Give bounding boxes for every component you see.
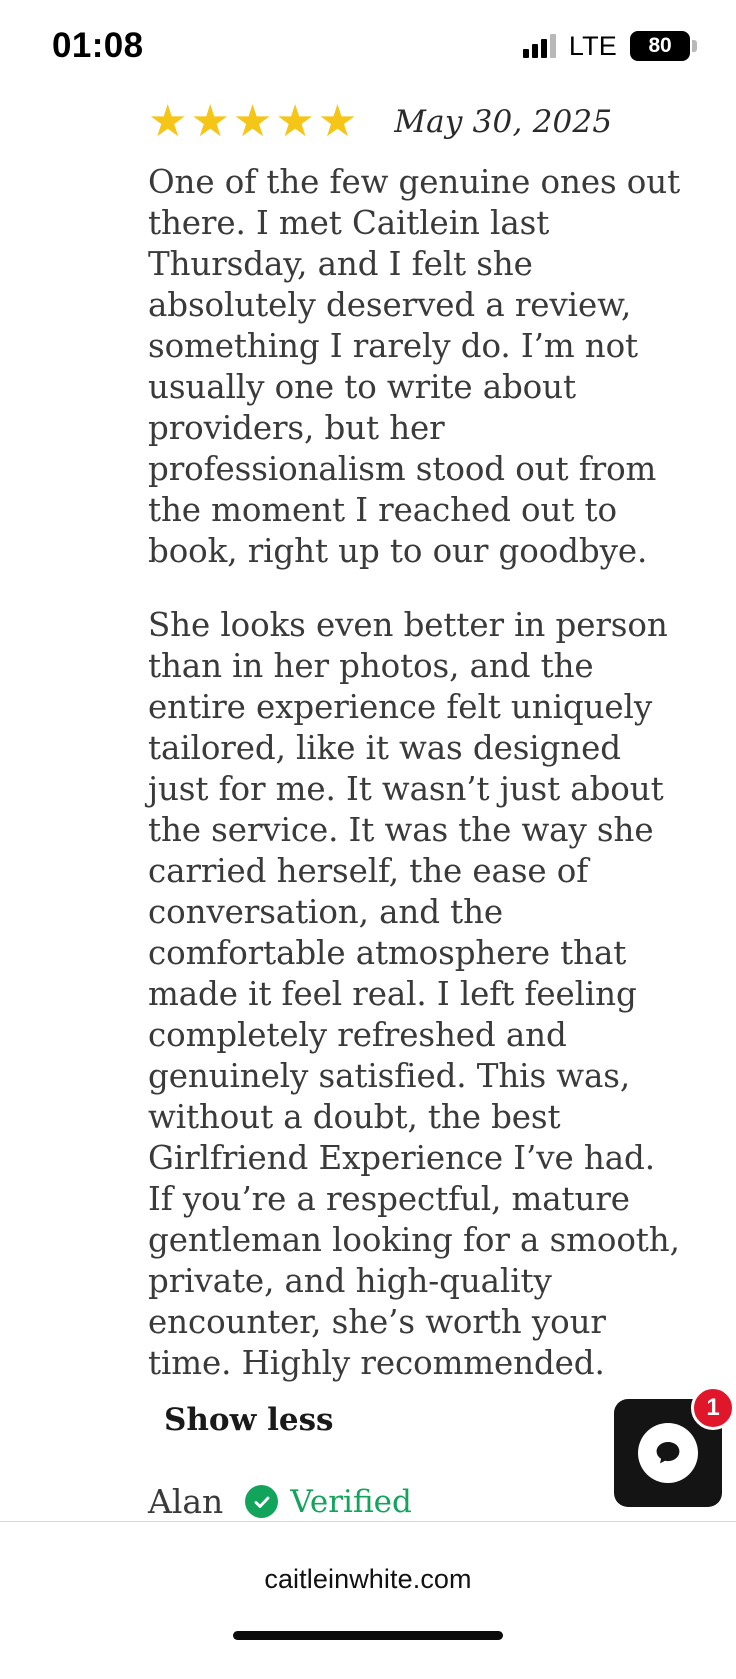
star-rating-icon: ★★★★★: [148, 97, 361, 146]
review-paragraph: She looks even better in person than in her photos, and the entire experience felt uniquely tailored, like it was designed just for me. It wasn’t just about the service. It was the way she carried herself, the ease of conversation, and the comfortable atmosphere that made it feel real. I left feeling completely refreshed and genuinely satisfied. This was, without a doubt, the best Girlfriend Experience I’ve had. If you’re a respectful, mature gentleman looking for a smooth, private, and high-quality encounter, she’s worth your time. Highly recommended.: [148, 606, 680, 1382]
battery-icon: [630, 31, 690, 61]
review-date: May 30, 2025: [394, 104, 613, 140]
status-indicators: [523, 31, 690, 62]
verified-badge-group: [245, 1484, 412, 1520]
status-time: 01:08: [52, 26, 144, 65]
show-less-toggle[interactable]: Show less: [164, 1402, 334, 1438]
review-paragraph: One of the few genuine ones out there. I met Caitlein last Thursday, and I felt she absolutely deserved a review, something I rarely do. I’m not usually one to write about providers, but her professionalism stood out from the moment I reached out to book, right up to our goodbye.: [148, 163, 681, 570]
status-bar: [0, 0, 736, 92]
verified-check-icon: [245, 1485, 278, 1518]
cellular-signal-icon: [523, 34, 556, 58]
network-type-label: LTE: [568, 30, 617, 61]
browser-address-bar[interactable]: [0, 1521, 736, 1631]
site-url-label: caitleinwhite.com: [264, 1564, 472, 1594]
verified-label: Verified: [290, 1483, 412, 1520]
chat-unread-badge: 1: [691, 1386, 735, 1430]
reviewer-row: [44, 1482, 696, 1521]
home-indicator-area: [0, 1631, 736, 1679]
home-indicator[interactable]: [233, 1631, 503, 1640]
review-header: [44, 92, 696, 162]
chat-bubble-icon: [638, 1423, 698, 1483]
battery-tip: [692, 40, 697, 52]
review-content: [0, 92, 736, 1521]
battery-level-label: 80: [648, 34, 672, 57]
chat-widget-button[interactable]: [614, 1394, 722, 1507]
reviewer-name: Alan: [148, 1482, 224, 1521]
review-body: [44, 162, 696, 1384]
